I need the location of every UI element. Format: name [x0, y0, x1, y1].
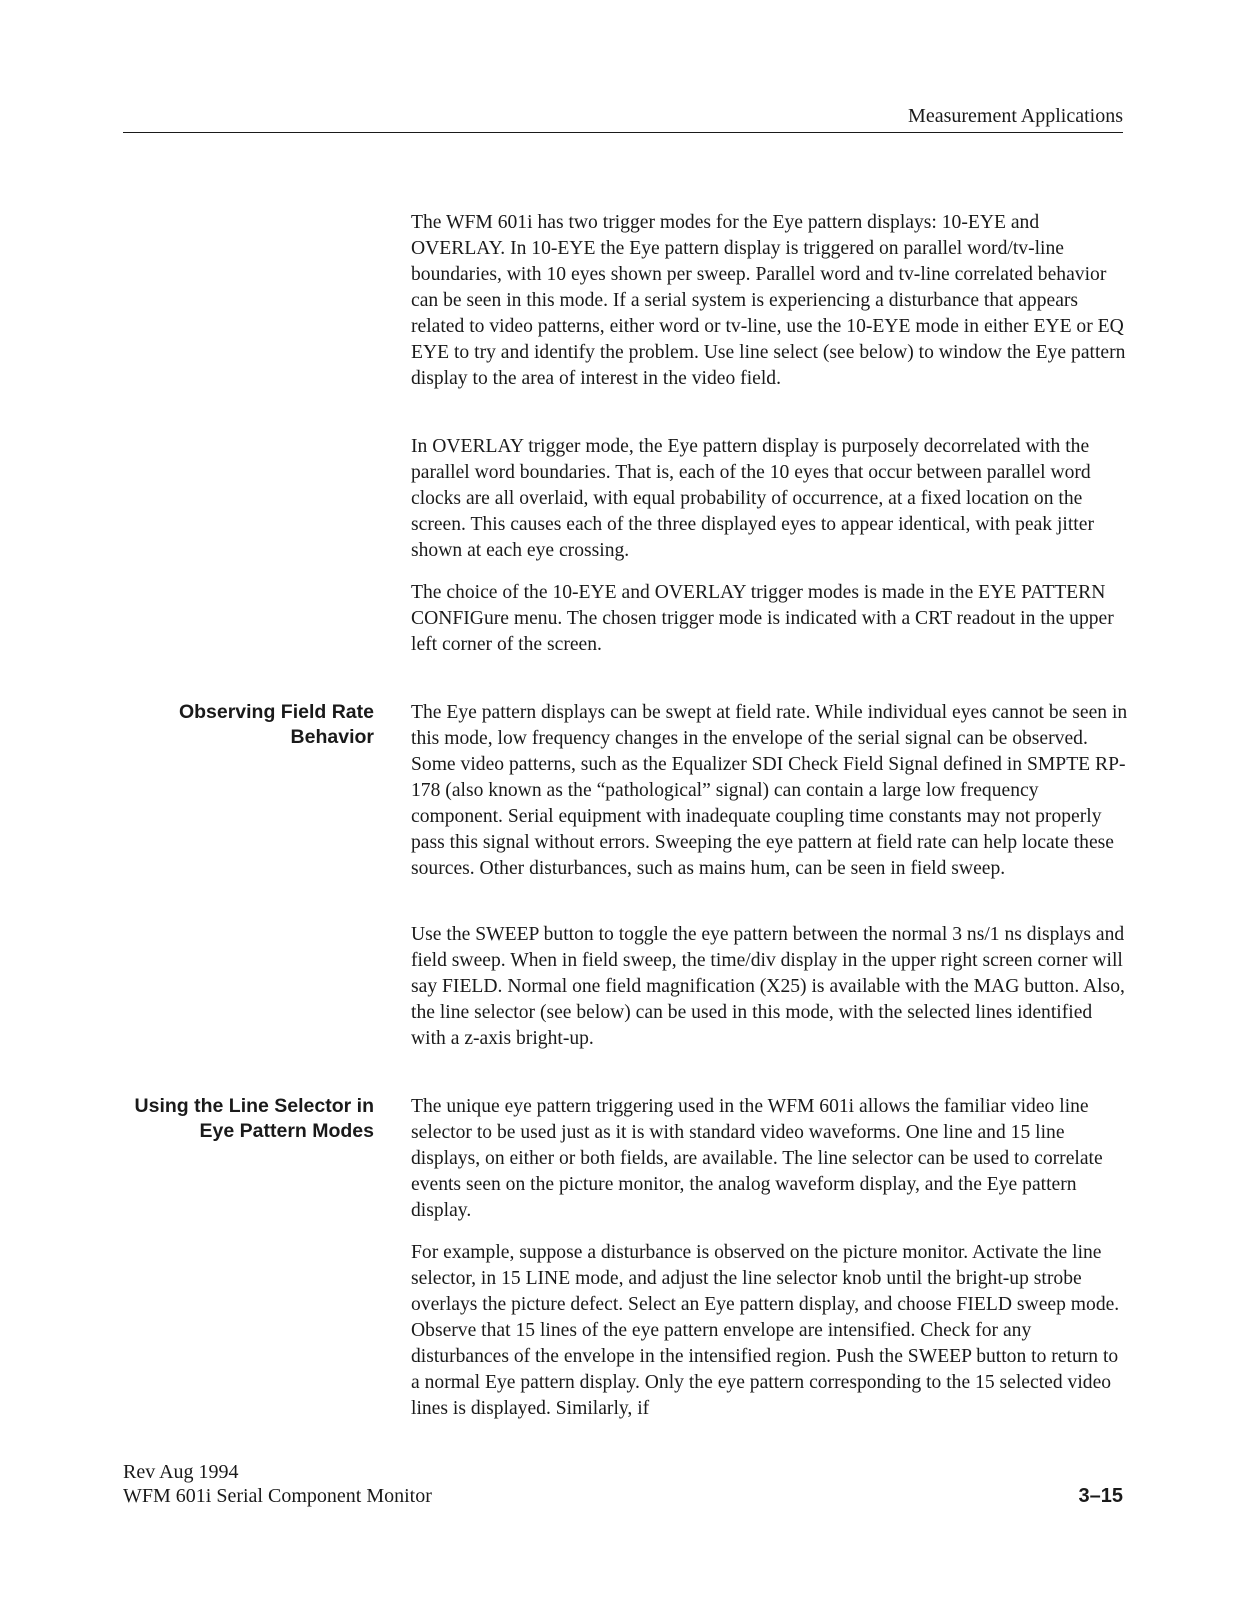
section-heading-line-selector-line-1: Using the Line Selector in — [134, 1095, 374, 1117]
field-rate-paragraph-1: The Eye pattern displays can be swept at field rate. While individual eyes cannot be seen in this mode, low frequency changes in the envelope of the serial signal can be observed. Some video patterns, such as the Equalizer SDI Check Field Signal defined in SMPTE RP-178 (also known as the “pathological” signal) can contain a large low frequency component. Serial equipment with inadequate coupling time constants may not properly pass this signal without errors. Sweeping the eye pattern at field rate can help locate these sources. Other disturbances, such as mains hum, can be seen in field sweep. — [411, 702, 1128, 879]
page-number: 3–15 — [1078, 1485, 1123, 1507]
section-heading-field-rate-line-1: Observing Field Rate — [178, 701, 374, 723]
intro-paragraph-2: In OVERLAY trigger mode, the Eye pattern display is purposely decorrelated with the parallel word boundaries. That is, each of the 10 eyes that occur between parallel word clocks are all overlaid, with equal probability of occurrence, at a fixed location on the screen. This causes each of the three displayed eyes to appear identical, with peak jitter shown at each eye crossing. — [411, 436, 1094, 561]
section-heading-field-rate-line-2: Behavior — [290, 726, 374, 748]
line-selector-paragraph-2: For example, suppose a disturbance is observed on the picture monitor. Activate the line selector, in 15 LINE mode, and adjust the line selector knob until the bright-up strobe overlays the picture defect. Select an Eye pattern display, and choose FIELD sweep mode. Observe that 15 lines of the eye pattern envelope are intensified. Check for any disturbances of the envelope in the intensified region. Push the SWEEP button to return to a normal Eye pattern display. Only the eye pattern corresponding to the 15 selected video lines is displayed. Similarly, if — [411, 1242, 1120, 1419]
footer-manual-title: WFM 601i Serial Component Monitor — [123, 1485, 432, 1507]
header-rule — [123, 132, 1123, 133]
intro-paragraph-1: The WFM 601i has two trigger modes for the Eye pattern displays: 10-EYE and OVERLAY. In 10-EYE the Eye pattern display is triggered on parallel word/tv-line boundaries, with 10 eyes shown per sweep. Parallel word and tv-line correlated behavior can be seen in this mode. If a serial system is experiencing a disturbance that appears related to video patterns, either word or tv-line, use the 10-EYE mode in either EYE or EQ EYE to try and identify the problem. Use line select (see below) to window the Eye pattern display to the area of interest in the video field. — [411, 212, 1126, 389]
line-selector-paragraph-1: The unique eye pattern triggering used in the WFM 601i allows the familiar video line selector to be used just as it is with standard video waveforms. One line and 15 line displays, on either or both fields, are available. The line selector can be used to correlate events seen on the picture monitor, the analog waveform display, and the Eye pattern display. — [411, 1096, 1103, 1221]
running-header: Measurement Applications — [908, 105, 1123, 127]
footer-revision: Rev Aug 1994 — [123, 1461, 239, 1483]
intro-paragraph-3: The choice of the 10-EYE and OVERLAY trigger modes is made in the EYE PATTERN CONFIGure menu. The chosen trigger mode is indicated with a CRT readout in the upper left corner of the screen. — [411, 582, 1114, 655]
section-heading-line-selector-line-2: Eye Pattern Modes — [199, 1120, 374, 1142]
section-heading-line-selector — [100, 1094, 374, 1144]
field-rate-paragraph-2: Use the SWEEP button to toggle the eye pattern between the normal 3 ns/1 ns displays and field sweep. When in field sweep, the time/div display in the upper right screen corner will say FIELD. Normal one field magnification (X25) is available with the MAG button. Also, the line selector (see below) can be used in this mode, with the selected lines identified with a z-axis bright-up. — [411, 924, 1125, 1049]
section-heading-field-rate — [100, 700, 374, 750]
